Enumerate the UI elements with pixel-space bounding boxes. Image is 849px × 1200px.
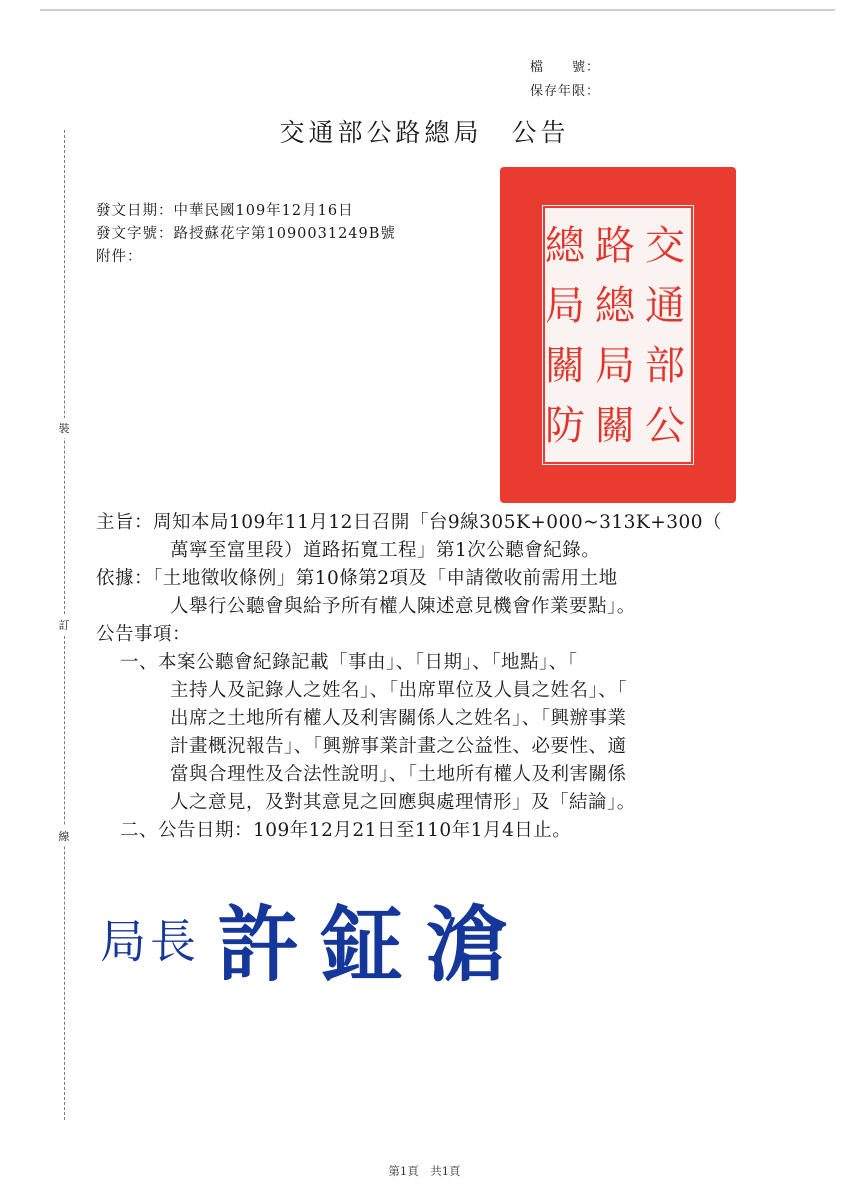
signature-name: 許鉦滄 — [217, 897, 530, 993]
item-2-notice-period: 二、公告日期：109年12月21日至110年1月4日止。 — [120, 820, 572, 841]
item-1-line-6: 人之意見，及對其意見之回應與處理情形」及「結論」。 — [170, 792, 636, 813]
signature-title: 局長 — [100, 914, 200, 969]
item-1-line-2: 主持人及記錄人之姓名」、「出席單位及人員之姓名」、「 — [170, 680, 628, 701]
item-1-line-3: 出席之土地所有權人及利害關係人之姓名」、「興辦事業 — [170, 708, 627, 729]
basis-line-1: 依據：「土地徵收條例」第10條第2項及「申請徵收前需用土地 — [96, 568, 618, 589]
issue-date: 發文日期：中華民國109年12月16日 — [96, 203, 354, 219]
seal-character: 交 — [645, 223, 685, 269]
seal-character: 防 — [545, 403, 585, 449]
binding-char-staple: 訂 — [57, 615, 71, 635]
basis-line-2: 人舉行公聽會與給予所有權人陳述意見機會作業要點」。 — [170, 596, 636, 617]
seal-character: 通 — [645, 283, 685, 329]
item-1-line-1: 一、本案公聽會紀錄記載「事由」、「日期」、「地點」、「 — [120, 652, 578, 673]
seal-character: 部 — [645, 343, 685, 389]
top-edge-line — [40, 9, 835, 11]
seal-character: 路 — [595, 223, 635, 269]
seal-character: 公 — [645, 403, 685, 449]
seal-character: 局 — [545, 283, 585, 329]
page-footer: 第1頁 共1頁 — [388, 1164, 461, 1178]
seal-character: 關 — [545, 343, 585, 389]
binding-char-bind: 裝 — [57, 418, 71, 438]
attachment-label: 附件： — [96, 249, 143, 265]
retention-period-label: 保存年限： — [530, 84, 601, 99]
seal-character: 關 — [595, 403, 635, 449]
item-1-line-4: 計畫概況報告」、「興辦事業計畫之公益性、必要性、適 — [170, 736, 627, 757]
seal-inner-frame — [540, 203, 696, 467]
seal-column-2 — [593, 216, 637, 456]
notice-items-heading: 公告事項： — [96, 624, 192, 645]
seal-character: 總 — [595, 283, 635, 329]
seal-column-3 — [543, 216, 587, 456]
file-number-label: 檔 號： — [530, 60, 601, 75]
official-seal-stamp — [500, 167, 736, 503]
seal-character: 總 — [545, 223, 585, 269]
seal-character: 局 — [595, 343, 635, 389]
issue-reference-number: 發文字號：路授蘇花字第1090031249B號 — [96, 226, 396, 242]
document-title: 交通部公路總局 公告 — [279, 118, 570, 147]
seal-text-columns — [543, 216, 687, 456]
subject-line-1: 主旨：周知本局109年11月12日召開「台9線305K+000~313K+300（ — [96, 512, 723, 533]
seal-column-1 — [643, 216, 687, 456]
binding-char-line: 線 — [57, 826, 71, 846]
director-signature — [100, 880, 529, 997]
subject-line-2: 萬寧至富里段）道路拓寬工程」第1次公聽會紀錄。 — [170, 540, 601, 561]
item-1-line-5: 當與合理性及合法性說明」、「土地所有權人及利害關係 — [170, 764, 627, 785]
